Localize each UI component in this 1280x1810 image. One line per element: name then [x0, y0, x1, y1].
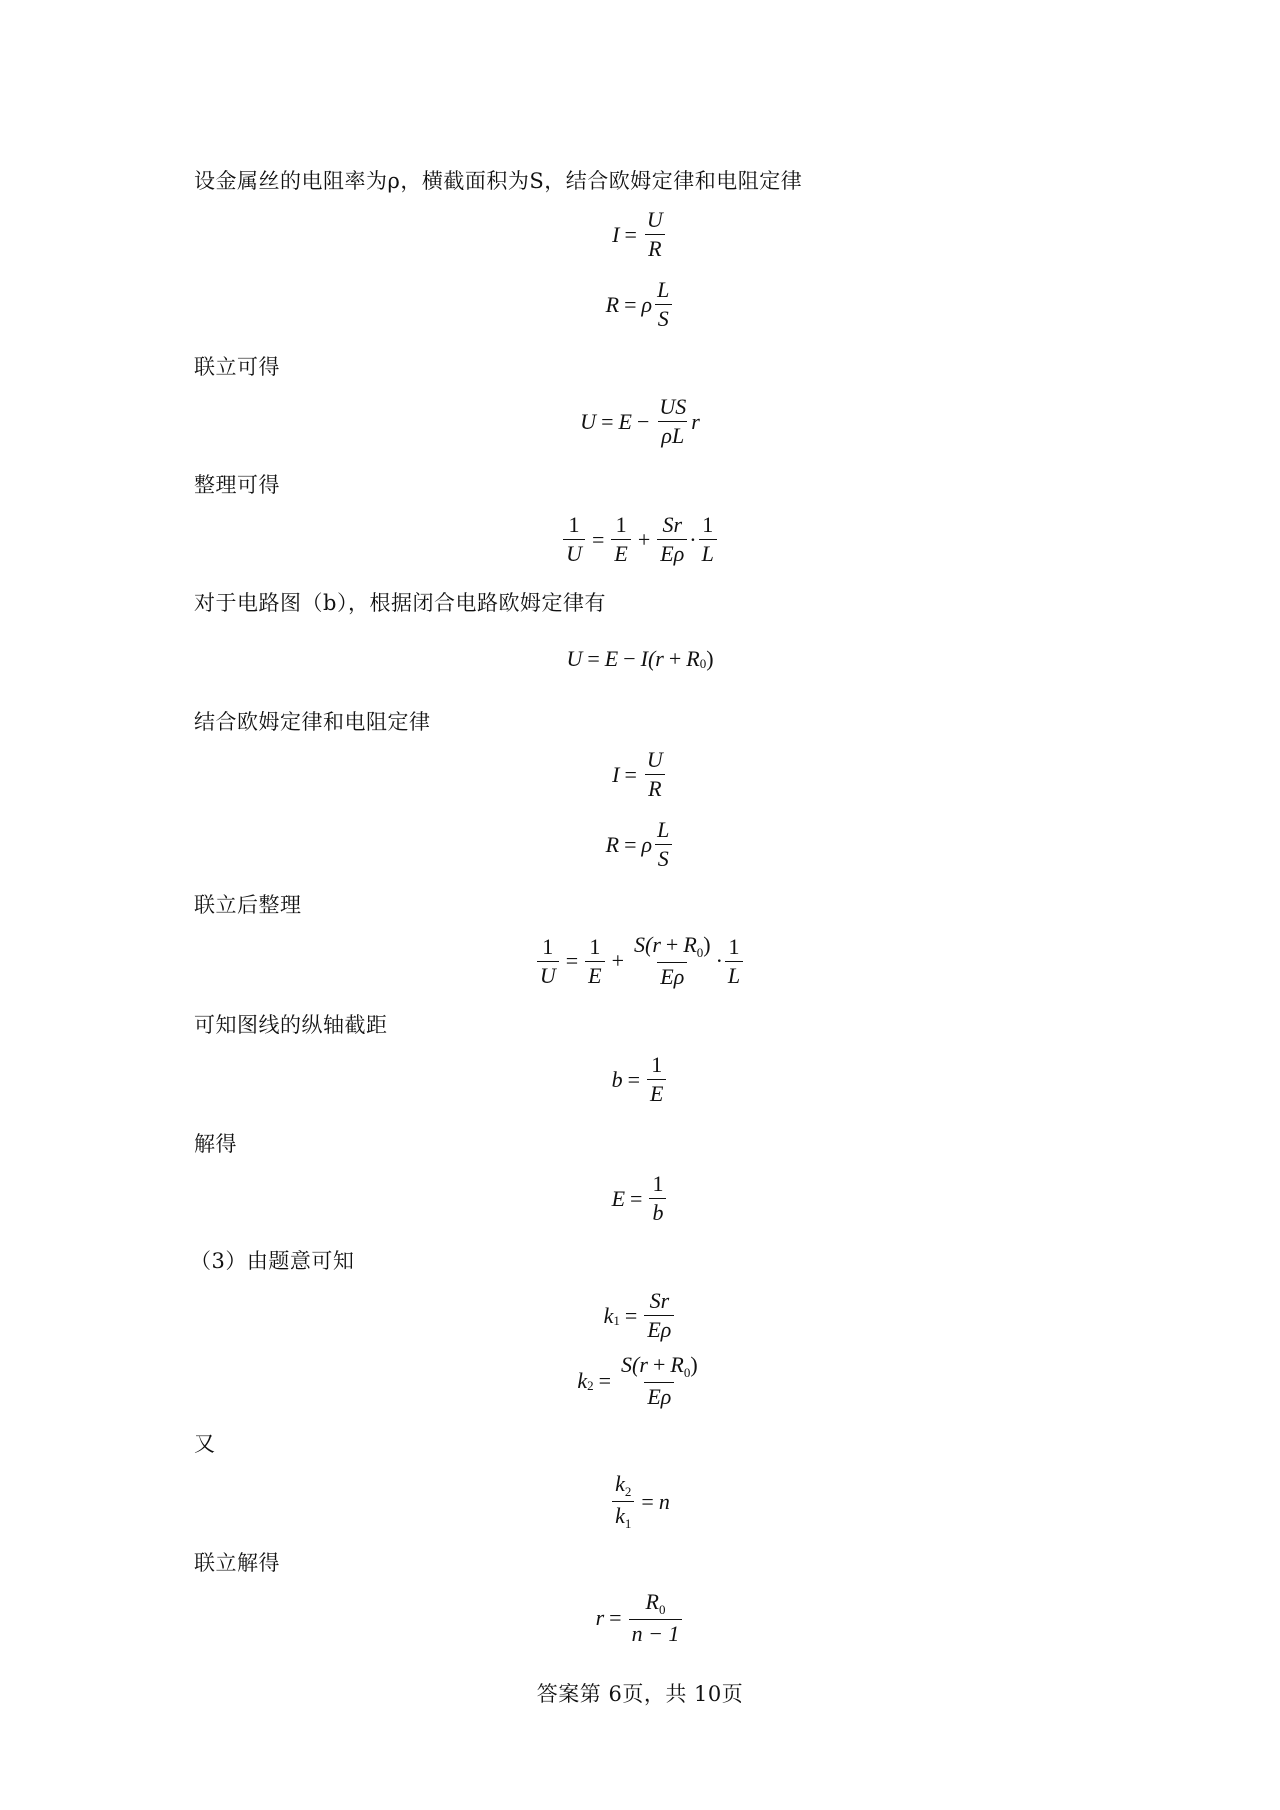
fraction: [585, 935, 604, 988]
numerator: US: [659, 394, 687, 419]
eq-operator: +: [611, 948, 624, 973]
denominator: Eρ: [657, 539, 687, 566]
paragraph-ohm-resistance: 结合欧姆定律和电阻定律: [194, 710, 431, 734]
fraction: [631, 933, 714, 989]
eq-symbol: R: [686, 646, 700, 671]
denominator: S: [655, 304, 672, 331]
eq-symbol: R: [645, 1589, 659, 1614]
eq-subscript: 2: [624, 1484, 632, 1499]
equation-ohms-law-2: [0, 748, 1280, 801]
eq-symbol: k: [615, 1471, 625, 1496]
fraction: [649, 1172, 666, 1225]
eq-symbol: b: [611, 1066, 623, 1092]
eq-symbol: E: [618, 408, 632, 434]
fraction: [644, 1289, 674, 1342]
fraction: [699, 513, 717, 566]
numerator: U: [646, 207, 663, 232]
equation-slope-ratio: [0, 1472, 1280, 1531]
eq-operator: =: [587, 646, 600, 671]
fraction: [656, 395, 689, 448]
eq-operator: =: [624, 1302, 638, 1328]
eq-subscript: 1: [613, 1312, 620, 1328]
numerator: 1: [652, 1171, 664, 1196]
numerator: [643, 1590, 669, 1619]
eq-symbol: k: [615, 1503, 625, 1528]
eq-symbol: R: [605, 831, 620, 857]
eq-operator: ·: [689, 526, 697, 552]
paragraph-also: 又: [194, 1432, 216, 1456]
fraction: [563, 513, 585, 566]
eq-subscript: 0: [683, 1365, 691, 1380]
eq-symbol: I: [612, 221, 620, 247]
fraction: [725, 935, 743, 988]
numerator: L: [657, 817, 670, 842]
numerator: [618, 1353, 701, 1382]
eq-subscript: 1: [624, 1516, 632, 1531]
eq-operator: −: [623, 646, 636, 671]
fraction: [657, 513, 687, 566]
equation-terminal-voltage-a: [0, 395, 1280, 448]
paragraph-circuit-b: 对于电路图（b），根据闭合电路欧姆定律有: [194, 591, 606, 615]
equation-ohms-law-1: [0, 208, 1280, 261]
equation-reciprocal-b: [0, 933, 1280, 989]
eq-symbol: S(r: [621, 1352, 648, 1377]
eq-coefficient: ρ: [641, 831, 653, 857]
equation-emf-result: [0, 1172, 1280, 1225]
eq-symbol: k: [603, 1302, 614, 1328]
denominator: U: [537, 961, 559, 988]
eq-subscript: 0: [658, 1602, 666, 1617]
eq-symbol: U: [566, 646, 583, 671]
eq-symbol: E: [611, 1185, 626, 1211]
fraction: [654, 278, 672, 331]
numerator: Sr: [649, 1288, 670, 1313]
eq-operator: +: [637, 526, 651, 552]
fraction: [611, 513, 630, 566]
fraction: [537, 935, 559, 988]
eq-symbol: r: [691, 408, 700, 434]
equation-resistance-law-2: [0, 818, 1280, 871]
denominator: L: [725, 961, 743, 988]
paragraph-combine-rearrange: 联立后整理: [194, 893, 302, 917]
eq-operator: =: [601, 408, 614, 434]
numerator: U: [646, 747, 663, 772]
eq-paren: ): [706, 646, 714, 671]
fraction: [629, 1590, 683, 1646]
denominator: n − 1: [629, 1619, 683, 1646]
denominator: R: [645, 234, 664, 261]
equation-slope-k2: [0, 1353, 1280, 1409]
denominator: E: [585, 961, 604, 988]
eq-symbol: E: [604, 646, 619, 671]
eq-paren: ): [690, 1352, 698, 1377]
paragraph-final-solve: 联立解得: [194, 1551, 280, 1575]
numerator: [612, 1472, 634, 1501]
eq-operator: =: [624, 761, 637, 787]
numerator: 1: [542, 933, 554, 959]
equation-reciprocal-a: [0, 513, 1280, 566]
equation-closed-circuit-b: [0, 646, 1280, 672]
paragraph-combine: 联立可得: [194, 355, 280, 379]
equation-slope-k1: [0, 1289, 1280, 1342]
eq-subscript: 2: [587, 1378, 594, 1393]
eq-operator: =: [630, 1185, 643, 1211]
denominator: ρL: [658, 421, 687, 448]
eq-paren: ): [703, 932, 711, 957]
denominator: Eρ: [644, 1315, 674, 1342]
eq-operator: =: [627, 1066, 640, 1092]
denominator: E: [647, 1079, 666, 1106]
eq-symbol: R: [683, 932, 697, 957]
paragraph-part-3: （3）由题意可知: [190, 1249, 355, 1273]
eq-symbol: n: [658, 1488, 670, 1514]
page-footer: 答案第 6页，共 10页: [536, 1682, 744, 1706]
eq-operator: =: [624, 221, 637, 247]
eq-operator: −: [636, 408, 650, 434]
denominator: b: [649, 1198, 666, 1225]
eq-subscript: 0: [696, 945, 704, 960]
denominator: U: [563, 539, 585, 566]
eq-coefficient: ρ: [641, 291, 653, 317]
eq-operator: =: [641, 1488, 654, 1514]
numerator: 1: [568, 512, 580, 537]
eq-operator: =: [598, 1368, 612, 1393]
eq-symbol: U: [580, 408, 597, 434]
eq-operator: =: [592, 526, 605, 552]
eq-operator: =: [565, 948, 579, 973]
denominator: E: [611, 539, 630, 566]
eq-symbol: R: [605, 291, 620, 317]
equation-resistance-law-1: [0, 278, 1280, 331]
fraction: [644, 208, 666, 261]
fraction: [654, 818, 672, 871]
fraction: [618, 1353, 701, 1409]
eq-symbol: R: [670, 1352, 684, 1377]
eq-operator: +: [665, 932, 679, 957]
eq-operator: +: [652, 1352, 666, 1377]
denominator: L: [699, 539, 717, 566]
numerator: 1: [651, 1052, 663, 1077]
eq-operator: ·: [715, 948, 723, 973]
eq-operator: =: [624, 831, 637, 857]
paragraph-resistivity-setup: 设金属丝的电阻率为ρ，横截面积为S，结合欧姆定律和电阻定律: [194, 169, 803, 193]
numerator: 1: [728, 933, 740, 959]
numerator: 1: [615, 512, 627, 537]
paragraph-rearrange: 整理可得: [194, 473, 280, 497]
denominator: [612, 1501, 634, 1531]
denominator: S: [655, 844, 672, 871]
equation-internal-resistance: [0, 1590, 1280, 1646]
eq-symbol: I: [612, 761, 620, 787]
eq-subscript: 0: [699, 656, 707, 671]
denominator: Eρ: [657, 962, 687, 989]
eq-operator: =: [624, 291, 637, 317]
paragraph-intercept: 可知图线的纵轴截距: [194, 1013, 388, 1037]
denominator: Eρ: [644, 1382, 674, 1409]
numerator: 1: [702, 512, 714, 537]
numerator: L: [657, 277, 670, 302]
numerator: [631, 933, 714, 962]
fraction: [612, 1472, 634, 1531]
eq-operator: +: [668, 646, 682, 671]
eq-symbol: k: [577, 1368, 588, 1393]
equation-intercept: [0, 1053, 1280, 1106]
eq-symbol: r: [595, 1605, 605, 1630]
eq-symbol: I(r: [640, 646, 664, 671]
denominator: R: [645, 774, 664, 801]
numerator: Sr: [662, 512, 683, 537]
eq-operator: =: [609, 1605, 622, 1630]
fraction: [644, 748, 666, 801]
paragraph-solve: 解得: [194, 1132, 237, 1156]
eq-symbol: S(r: [634, 932, 661, 957]
fraction: [647, 1053, 666, 1106]
numerator: 1: [589, 933, 601, 959]
